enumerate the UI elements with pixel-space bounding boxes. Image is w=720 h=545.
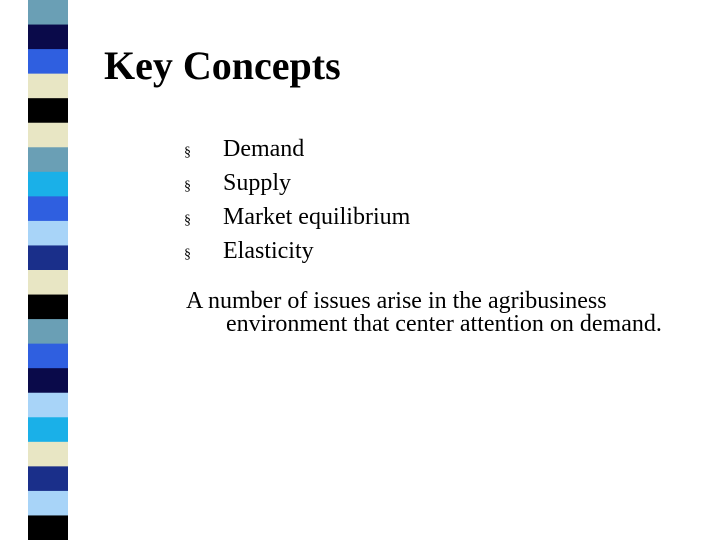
- stripe-block: [28, 25, 68, 50]
- stripe-block: [28, 245, 68, 270]
- stripe-block: [28, 49, 68, 74]
- stripe-block: [28, 417, 68, 442]
- decorative-stripe: [28, 0, 68, 540]
- bullet-item: [184, 168, 410, 202]
- stripe-block: [28, 295, 68, 320]
- stripe-block: [28, 74, 68, 99]
- stripe-block: [28, 221, 68, 246]
- stripe-block: [28, 515, 68, 540]
- stripe-block: [28, 319, 68, 344]
- bullet-label: Elasticity: [223, 238, 314, 264]
- stripe-block: [28, 123, 68, 148]
- bullet-item: [184, 202, 410, 236]
- stripe-block: [28, 442, 68, 467]
- stripe-block: [28, 147, 68, 172]
- stripe-block: [28, 196, 68, 221]
- bullet-label: Supply: [223, 170, 292, 196]
- stripe-block: [28, 98, 68, 123]
- bullet-label: Market equilibrium: [223, 204, 411, 230]
- bullet-marker-icon: §: [184, 213, 191, 228]
- bullet-item: [184, 134, 410, 168]
- stripe-graphic: [28, 0, 68, 540]
- stripe-block: [28, 466, 68, 491]
- stripe-block: [28, 368, 68, 393]
- bullet-label: Demand: [223, 136, 305, 162]
- bullet-marker-icon: §: [184, 247, 191, 262]
- stripe-block: [28, 0, 68, 25]
- bullet-list: [184, 134, 410, 270]
- slide-title: Key Concepts: [104, 43, 341, 88]
- stripe-block: [28, 344, 68, 369]
- stripe-block: [28, 393, 68, 418]
- bullet-marker-icon: §: [184, 179, 191, 194]
- body-paragraph: A number of issues arise in the agribusiness environment that center attention on demand.: [186, 288, 662, 337]
- stripe-block: [28, 491, 68, 516]
- stripe-block: [28, 172, 68, 197]
- bullet-marker-icon: §: [184, 145, 191, 160]
- stripe-block: [28, 270, 68, 295]
- bullet-item: [184, 236, 410, 270]
